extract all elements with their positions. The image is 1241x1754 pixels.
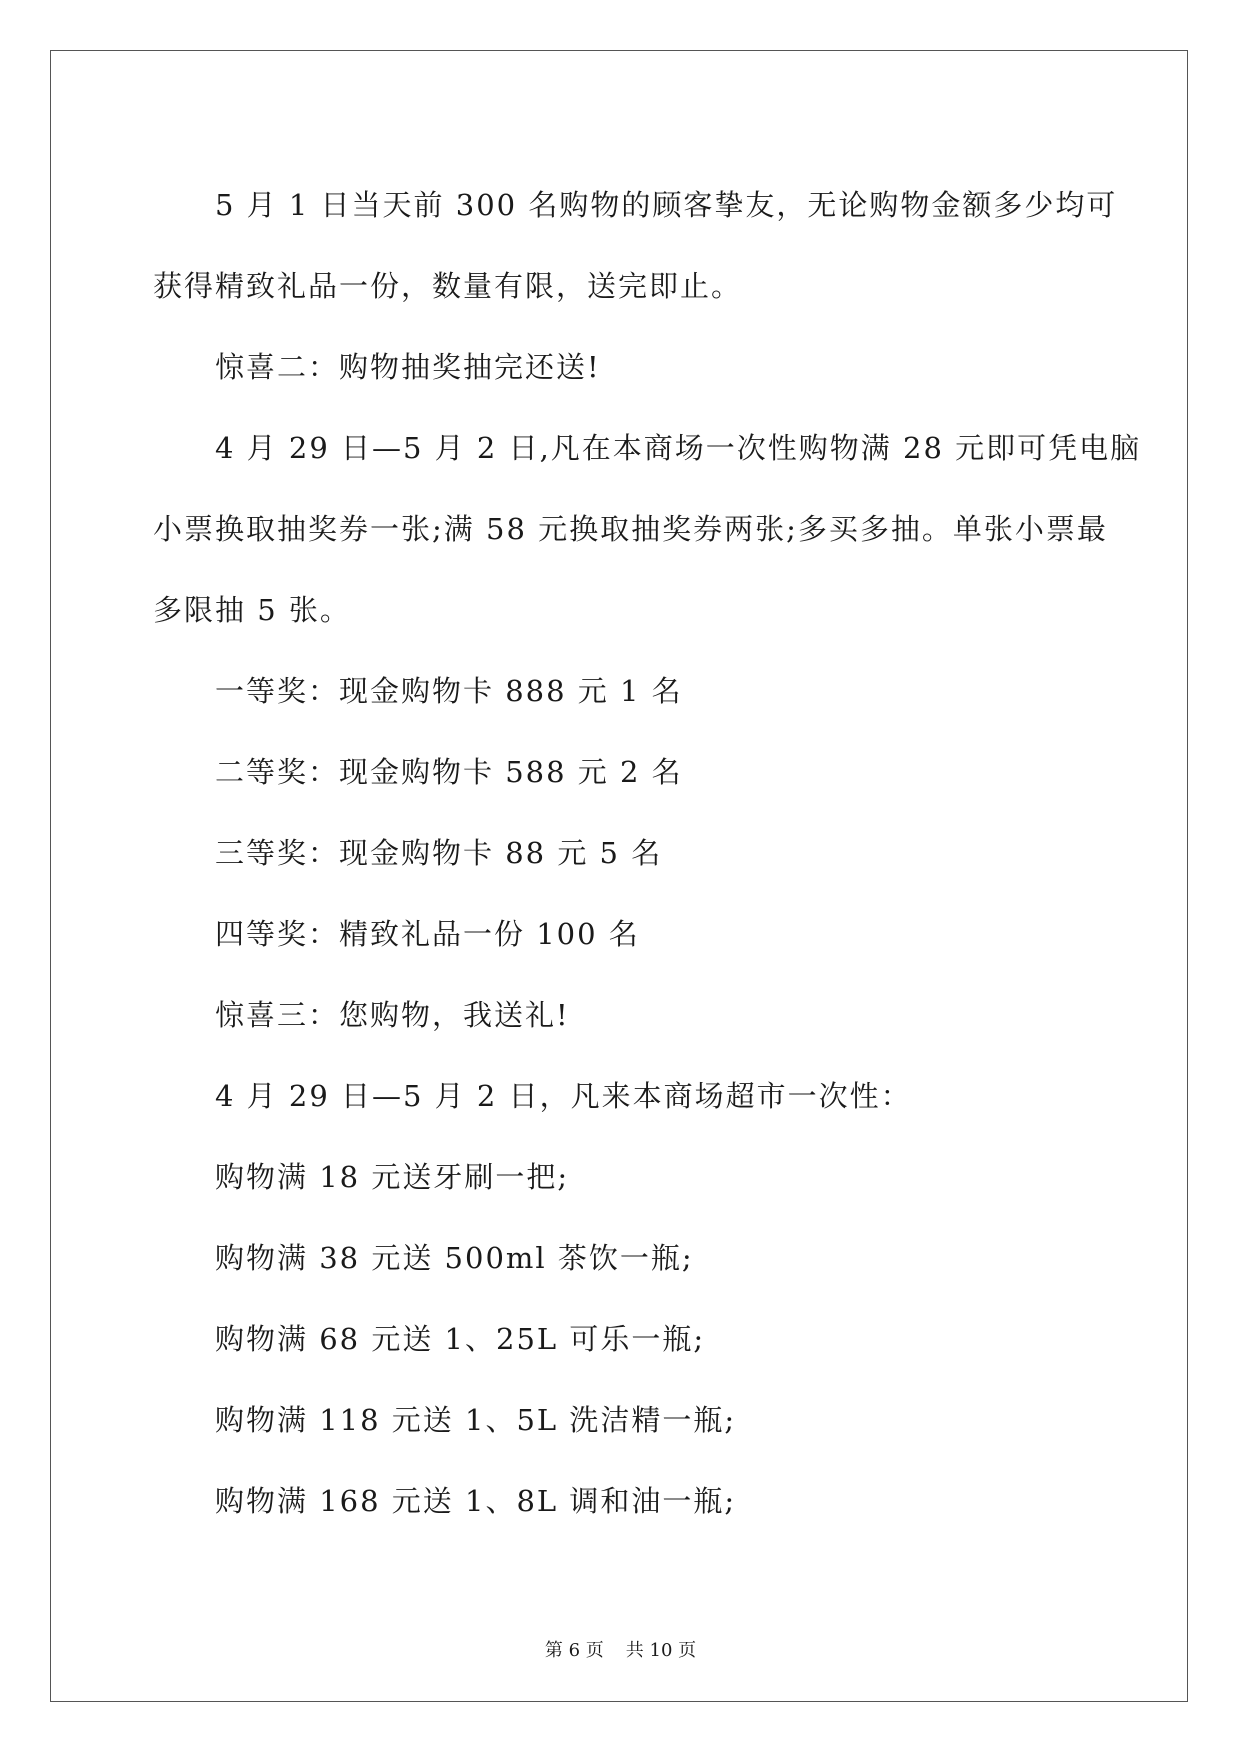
paragraph-supermarket-intro xyxy=(153,1056,1093,1137)
text-line: 惊喜二：购物抽奖抽完还送! xyxy=(215,350,601,384)
page-total: 共 10 页 xyxy=(625,1640,697,1661)
text-line: 5 月 1 日当天前 300 名购物的顾客挚友，无论购物金额多少均可 xyxy=(215,188,1118,222)
prize-third xyxy=(153,813,1093,894)
prize-first xyxy=(153,651,1093,732)
gift-tier-118 xyxy=(153,1380,1093,1461)
paragraph-gift-intro xyxy=(153,165,1118,327)
gift-tier-38 xyxy=(153,1218,1093,1299)
prize-fourth xyxy=(153,894,1093,975)
prize-second xyxy=(153,732,1093,813)
gift-tier-68 xyxy=(153,1299,1093,1380)
text-line: 小票换取抽奖券一张;满 58 元换取抽奖券两张;多买多抽。单张小票最 xyxy=(153,512,1108,546)
gift-tier-168 xyxy=(153,1461,1093,1542)
text-line: 4 月 29 日—5 月 2 日,凡在本商场一次性购物满 28 元即可凭电脑 xyxy=(215,431,1142,465)
text-line: 惊喜三：您购物，我送礼! xyxy=(215,998,570,1032)
text-line: 四等奖：精致礼品一份 100 名 xyxy=(215,917,640,951)
page-footer xyxy=(0,1636,1241,1662)
text-line: 购物满 118 元送 1、5L 洗洁精一瓶; xyxy=(215,1403,737,1437)
paragraph-heading-surprise-three xyxy=(153,975,1093,1056)
text-line: 购物满 168 元送 1、8L 调和油一瓶; xyxy=(215,1484,737,1518)
text-line: 一等奖：现金购物卡 888 元 1 名 xyxy=(215,674,683,708)
text-line: 4 月 29 日—5 月 2 日，凡来本商场超市一次性： xyxy=(215,1079,912,1113)
page-number: 第 6 页 xyxy=(544,1640,604,1661)
document-body xyxy=(153,165,1142,1542)
paragraph-heading-surprise-two xyxy=(153,327,1093,408)
text-line: 三等奖：现金购物卡 88 元 5 名 xyxy=(215,836,663,870)
text-line: 购物满 68 元送 1、25L 可乐一瓶; xyxy=(215,1322,706,1356)
text-line: 获得精致礼品一份，数量有限，送完即止。 xyxy=(153,269,743,303)
text-line: 多限抽 5 张。 xyxy=(153,593,351,627)
text-line: 购物满 38 元送 500ml 茶饮一瓶; xyxy=(215,1241,694,1275)
text-line: 购物满 18 元送牙刷一把; xyxy=(215,1160,570,1194)
gift-tier-18 xyxy=(153,1137,1093,1218)
paragraph-lottery-rules xyxy=(153,408,1142,651)
text-line: 二等奖：现金购物卡 588 元 2 名 xyxy=(215,755,683,789)
